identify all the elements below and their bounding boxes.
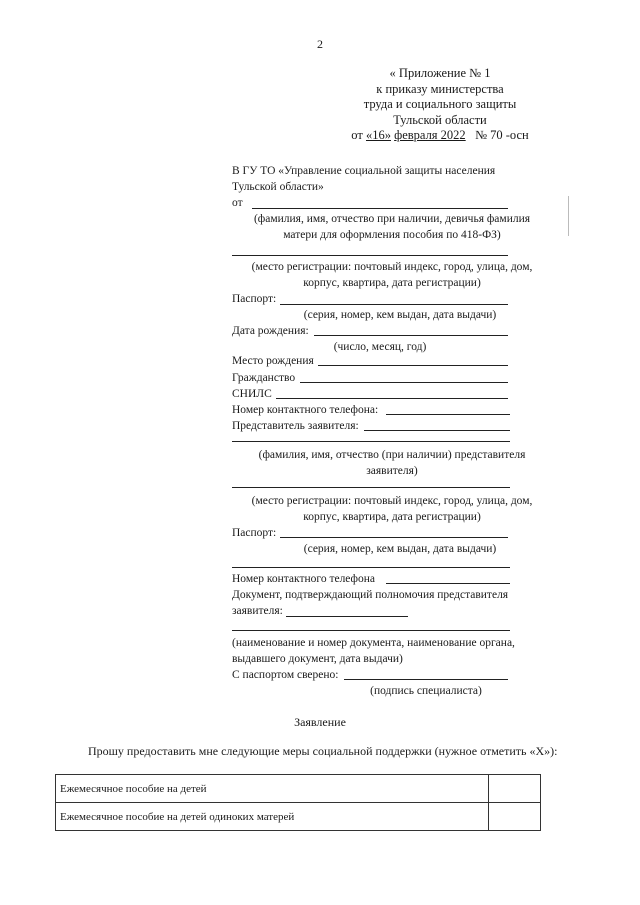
representative-label: Представитель заявителя:: [232, 420, 359, 432]
statement-request: Прошу предоставить мне следующие меры социальной поддержки (нужное отметить «X»):: [88, 744, 558, 758]
option-label-single-mothers: Ежемесячное пособие на детей одиноких матерей: [56, 803, 489, 831]
hint-birth: (число, месяц, год): [333, 341, 427, 353]
hint-signature: (подпись специалиста): [370, 685, 482, 697]
from-label: от: [232, 197, 243, 209]
hint-doc-2: выдавшего документ, дата выдачи): [232, 653, 403, 665]
fio-line[interactable]: [232, 255, 508, 256]
appendix-date-day: «16»: [365, 128, 391, 142]
rep-doc-line[interactable]: [286, 616, 408, 617]
birth-place-label: Место рождения: [232, 355, 314, 367]
rep-phone-line[interactable]: [386, 583, 510, 584]
addressee-line-1: В ГУ ТО «Управление социальной защиты населения: [232, 165, 496, 177]
hint-rep-fio-2: заявителя): [366, 465, 418, 477]
appendix-number: № 70 -осн: [475, 128, 529, 142]
hint-fio-2: матери для оформления пособия по 418-ФЗ): [283, 229, 501, 241]
addressee-line-2: Тульской области»: [232, 181, 324, 193]
statement-title: Заявление: [294, 715, 346, 729]
from-line[interactable]: [252, 208, 508, 209]
rep-doc-label-1: Документ, подтверждающий полномочия представителя: [232, 589, 509, 601]
passport-line[interactable]: [280, 304, 508, 305]
rep-passport-label: Паспорт:: [232, 527, 277, 539]
appendix-date: [330, 128, 550, 144]
rep-doc-line-2[interactable]: [232, 630, 510, 631]
hint-reg-2: корпус, квартира, дата регистрации): [303, 277, 481, 289]
hint-doc-1: (наименование и номер документа, наименование органа,: [232, 637, 515, 649]
table-row: [56, 775, 541, 803]
hint-rep-passport: (серия, номер, кем выдан, дата выдачи): [303, 543, 497, 555]
hint-fio-1: (фамилия, имя, отчество при наличии, девичья фамилия: [253, 213, 531, 225]
appendix-line-4: Тульской области: [393, 112, 487, 127]
appendix-header: [330, 66, 550, 144]
appendix-date-prefix: от: [351, 128, 363, 142]
representative-line[interactable]: [364, 430, 510, 431]
rep-passport-line-2[interactable]: [232, 567, 510, 568]
rep-passport-line[interactable]: [280, 537, 508, 538]
table-row: [56, 803, 541, 831]
hint-passport: (серия, номер, кем выдан, дата выдачи): [303, 309, 497, 321]
rep-reg-line[interactable]: [232, 487, 510, 488]
signature-line[interactable]: [344, 679, 508, 680]
hint-rep-reg-1: (место регистрации: почтовый индекс, город, улица, дом,: [251, 495, 533, 507]
appendix-line-1: « Приложение № 1: [389, 66, 491, 80]
citizenship-label: Гражданство: [232, 372, 296, 384]
option-checkbox-monthly-children[interactable]: [489, 775, 541, 803]
birth-place-line[interactable]: [318, 365, 508, 366]
phone-line[interactable]: [386, 414, 510, 415]
snils-line[interactable]: [276, 398, 508, 399]
representative-line-2[interactable]: [232, 441, 510, 442]
citizenship-line[interactable]: [300, 382, 508, 383]
rep-phone-label: Номер контактного телефона: [232, 573, 376, 585]
checked-label: С паспортом сверено:: [232, 669, 339, 681]
rep-doc-label-2: заявителя:: [232, 605, 283, 617]
appendix-date-month-year: февраля 2022: [394, 128, 466, 142]
phone-label: Номер контактного телефона:: [232, 404, 379, 416]
page-number: 2: [317, 37, 323, 51]
birth-date-label: Дата рождения:: [232, 325, 309, 337]
appendix-line-2: к приказу министерства: [376, 81, 504, 96]
scan-margin-mark: [568, 196, 569, 236]
hint-reg-1: (место регистрации: почтовый индекс, город, улица, дом,: [251, 261, 533, 273]
hint-rep-reg-2: корпус, квартира, дата регистрации): [303, 511, 481, 523]
birth-date-line[interactable]: [314, 335, 508, 336]
snils-label: СНИЛС: [232, 388, 272, 400]
hint-rep-fio-1: (фамилия, имя, отчество (при наличии) представителя: [258, 449, 526, 461]
support-options-table: [55, 774, 541, 831]
option-label-monthly-children: Ежемесячное пособие на детей: [56, 775, 489, 803]
option-checkbox-single-mothers[interactable]: [489, 803, 541, 831]
passport-label: Паспорт:: [232, 293, 277, 305]
appendix-line-3: труда и социального защиты: [363, 97, 517, 111]
